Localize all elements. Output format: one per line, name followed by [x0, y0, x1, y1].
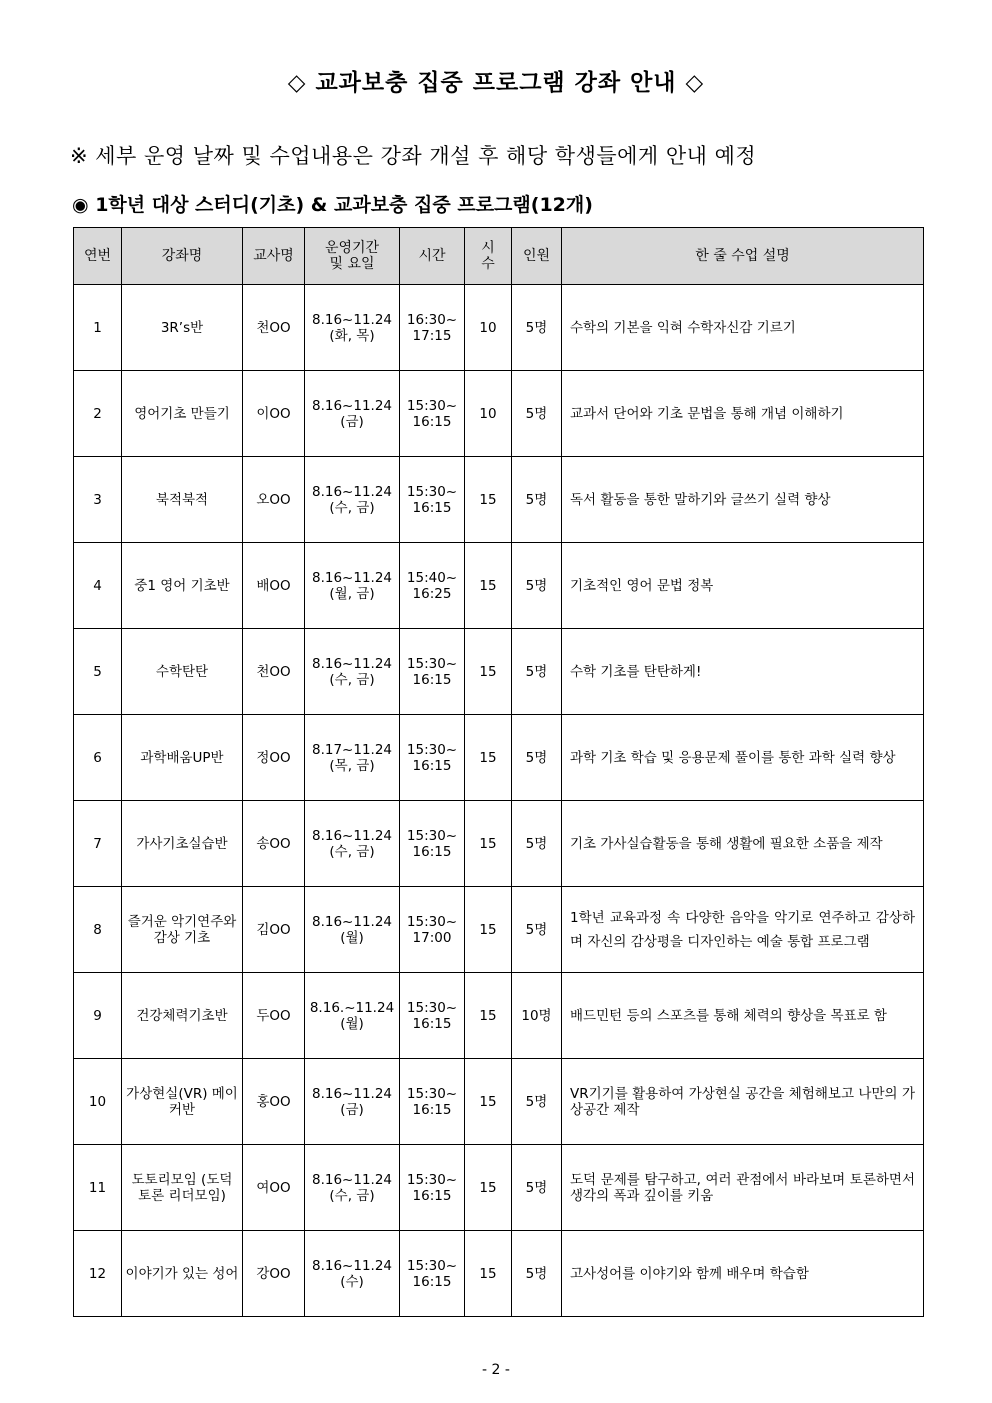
teacher-name: 송OO: [243, 801, 305, 887]
period-cell-line2: (월): [340, 1015, 364, 1032]
hours-cell: 10: [465, 285, 512, 371]
course-name: 북적북적: [122, 457, 243, 543]
time-cell-line2: 16:15: [412, 1187, 452, 1204]
header-no: 연번: [74, 228, 122, 285]
period-cell-line1: 8.16~11.24: [311, 311, 393, 328]
time-cell-line1: 15:30~: [406, 655, 458, 672]
table-row: [74, 629, 924, 715]
hours-cell: 15: [465, 543, 512, 629]
period-cell: [305, 1059, 400, 1145]
period-cell-line2: (수, 금): [329, 499, 375, 516]
header-course: 강좌명: [122, 228, 243, 285]
description-cell: 1학년 교육과정 속 다양한 음악을 악기로 연주하고 감상하며 자신의 감상평을 디자인하는 예술 통합 프로그램: [562, 887, 924, 973]
teacher-name: 여OO: [243, 1145, 305, 1231]
time-cell: [400, 371, 465, 457]
notice-text: ※ 세부 운영 날짜 및 수업내용은 강좌 개설 후 해당 학생들에게 안내 예정: [70, 144, 757, 168]
row-number: 10: [74, 1059, 122, 1145]
header-period-line2: 및 요일: [329, 256, 375, 272]
course-name: 수학탄탄: [122, 629, 243, 715]
period-cell-line2: (화, 목): [329, 327, 375, 344]
table-row: [74, 543, 924, 629]
course-name: 영어기초 만들기: [122, 371, 243, 457]
row-number: 1: [74, 285, 122, 371]
time-cell-line2: 16:15: [412, 1101, 452, 1118]
table-header-row: [74, 228, 924, 285]
count-cell: 5명: [512, 457, 562, 543]
time-cell-line2: 16:15: [412, 499, 452, 516]
description-cell: 독서 활동을 통한 말하기와 글쓰기 실력 향상: [562, 457, 924, 543]
period-cell-line2: (금): [340, 413, 364, 430]
course-name: 도토리모임 (도덕 토론 리더모임): [122, 1145, 243, 1231]
table-row: [74, 1145, 924, 1231]
period-cell-line1: 8.16~11.24: [311, 655, 393, 672]
period-cell-line1: 8.16~11.24: [311, 1085, 393, 1102]
time-cell-line1: 15:30~: [406, 827, 458, 844]
row-number: 11: [74, 1145, 122, 1231]
count-cell: 5명: [512, 543, 562, 629]
period-cell-line1: 8.16~11.24: [311, 397, 393, 414]
period-cell: [305, 1231, 400, 1317]
hours-cell: 15: [465, 973, 512, 1059]
header-hours-line2: 수: [481, 256, 495, 272]
description-cell: 도덕 문제를 탐구하고, 여러 관점에서 바라보며 토론하면서 생각의 폭과 깊이를 키움: [562, 1145, 924, 1231]
description-cell: VR기기를 활용하여 가상현실 공간을 체험해보고 나만의 가상공간 제작: [562, 1059, 924, 1145]
description-cell: 교과서 단어와 기초 문법을 통해 개념 이해하기: [562, 371, 924, 457]
teacher-name: 정OO: [243, 715, 305, 801]
count-cell: 5명: [512, 629, 562, 715]
program-table: [73, 227, 924, 1317]
time-cell-line1: 15:30~: [406, 1257, 458, 1274]
row-number: 5: [74, 629, 122, 715]
period-cell: [305, 887, 400, 973]
hours-cell: 15: [465, 1059, 512, 1145]
period-cell: [305, 715, 400, 801]
row-number: 8: [74, 887, 122, 973]
hours-cell: 15: [465, 887, 512, 973]
hours-cell: 15: [465, 629, 512, 715]
hours-cell: 15: [465, 801, 512, 887]
period-cell: [305, 629, 400, 715]
period-cell-line1: 8.16~11.24: [311, 569, 393, 586]
period-cell-line2: (수, 금): [329, 1187, 375, 1204]
teacher-name: 홍OO: [243, 1059, 305, 1145]
time-cell-line1: 15:40~: [406, 569, 458, 586]
period-cell: [305, 543, 400, 629]
header-teacher: 교사명: [243, 228, 305, 285]
count-cell: 5명: [512, 715, 562, 801]
header-time: 시간: [400, 228, 465, 285]
count-cell: 5명: [512, 887, 562, 973]
period-cell-line1: 8.16~11.24: [311, 827, 393, 844]
course-name: 가상현실(VR) 메이커반: [122, 1059, 243, 1145]
teacher-name: 강OO: [243, 1231, 305, 1317]
hours-cell: 15: [465, 457, 512, 543]
count-cell: 5명: [512, 801, 562, 887]
header-hours: [465, 228, 512, 285]
period-cell-line2: (금): [340, 1101, 364, 1118]
row-number: 2: [74, 371, 122, 457]
period-cell-line1: 8.16~11.24: [311, 1257, 393, 1274]
table-row: [74, 1231, 924, 1317]
hours-cell: 15: [465, 1145, 512, 1231]
time-cell-line1: 15:30~: [406, 1171, 458, 1188]
period-cell-line1: 8.16~11.24: [311, 483, 393, 500]
course-name: 건강체력기초반: [122, 973, 243, 1059]
teacher-name: 배OO: [243, 543, 305, 629]
time-cell-line2: 16:15: [412, 413, 452, 430]
period-cell: [305, 973, 400, 1059]
count-cell: 10명: [512, 973, 562, 1059]
description-cell: 기초적인 영어 문법 정복: [562, 543, 924, 629]
table-row: [74, 715, 924, 801]
hours-cell: 15: [465, 715, 512, 801]
header-hours-line1: 시: [481, 240, 495, 256]
row-number: 3: [74, 457, 122, 543]
period-cell-line2: (월): [340, 929, 364, 946]
table-row: [74, 285, 924, 371]
row-number: 9: [74, 973, 122, 1059]
period-cell: [305, 285, 400, 371]
period-cell-line1: 8.16~11.24: [311, 1171, 393, 1188]
table-row: [74, 973, 924, 1059]
teacher-name: 두OO: [243, 973, 305, 1059]
time-cell: [400, 543, 465, 629]
count-cell: 5명: [512, 1231, 562, 1317]
row-number: 7: [74, 801, 122, 887]
period-cell-line1: 8.17~11.24: [311, 741, 393, 758]
page-number: - 2 -: [482, 1362, 510, 1378]
teacher-name: 천OO: [243, 629, 305, 715]
row-number: 12: [74, 1231, 122, 1317]
time-cell-line1: 15:30~: [406, 913, 458, 930]
count-cell: 5명: [512, 1145, 562, 1231]
period-cell-line2: (수, 금): [329, 671, 375, 688]
table-body: [74, 285, 924, 1317]
count-cell: 5명: [512, 1059, 562, 1145]
count-cell: 5명: [512, 285, 562, 371]
period-cell: [305, 801, 400, 887]
time-cell: [400, 715, 465, 801]
section-title: ◉ 1학년 대상 스터디(기초) & 교과보충 집중 프로그램(12개): [72, 194, 593, 216]
teacher-name: 천OO: [243, 285, 305, 371]
period-cell: [305, 371, 400, 457]
description-cell: 배드민턴 등의 스포츠를 통해 체력의 향상을 목표로 함: [562, 973, 924, 1059]
time-cell-line2: 16:15: [412, 757, 452, 774]
time-cell-line2: 16:15: [412, 1273, 452, 1290]
time-cell-line1: 15:30~: [406, 1085, 458, 1102]
period-cell: [305, 457, 400, 543]
course-name: 3R’s반: [122, 285, 243, 371]
time-cell-line2: 16:15: [412, 843, 452, 860]
time-cell-line2: 16:15: [412, 671, 452, 688]
period-cell-line2: (수, 금): [329, 843, 375, 860]
header-period: [305, 228, 400, 285]
course-name: 과학배움UP반: [122, 715, 243, 801]
period-cell-line1: 8.16~11.24: [311, 913, 393, 930]
time-cell: [400, 801, 465, 887]
course-name: 중1 영어 기초반: [122, 543, 243, 629]
description-cell: 수학 기초를 탄탄하게!: [562, 629, 924, 715]
teacher-name: 오OO: [243, 457, 305, 543]
time-cell: [400, 457, 465, 543]
row-number: 6: [74, 715, 122, 801]
period-cell-line2: (수): [340, 1273, 364, 1290]
header-count: 인원: [512, 228, 562, 285]
time-cell-line1: 15:30~: [406, 741, 458, 758]
header-desc: 한 줄 수업 설명: [562, 228, 924, 285]
description-cell: 기초 가사실습활동을 통해 생활에 필요한 소품을 제작: [562, 801, 924, 887]
hours-cell: 10: [465, 371, 512, 457]
time-cell-line1: 16:30~: [406, 311, 458, 328]
time-cell-line1: 15:30~: [406, 999, 458, 1016]
period-cell: [305, 1145, 400, 1231]
page-title: ◇ 교과보충 집중 프로그램 강좌 안내 ◇: [287, 70, 705, 96]
time-cell-line2: 16:15: [412, 1015, 452, 1032]
time-cell: [400, 1231, 465, 1317]
time-cell: [400, 887, 465, 973]
time-cell: [400, 1145, 465, 1231]
header-period-line1: 운영기간: [324, 240, 380, 256]
table-row: [74, 371, 924, 457]
time-cell-line2: 17:15: [412, 327, 452, 344]
time-cell: [400, 629, 465, 715]
table-row: [74, 457, 924, 543]
period-cell-line2: (월, 금): [329, 585, 375, 602]
description-cell: 고사성어를 이야기와 함께 배우며 학습함: [562, 1231, 924, 1317]
period-cell-line2: (목, 금): [329, 757, 375, 774]
course-name: 이야기가 있는 성어: [122, 1231, 243, 1317]
description-cell: 수학의 기본을 익혀 수학자신감 기르기: [562, 285, 924, 371]
course-name: 가사기초실습반: [122, 801, 243, 887]
table-row: [74, 1059, 924, 1145]
description-cell: 과학 기초 학습 및 응용문제 풀이를 통한 과학 실력 향상: [562, 715, 924, 801]
time-cell: [400, 973, 465, 1059]
period-cell-line1: 8.16.~11.24: [309, 999, 395, 1016]
course-name: 즐거운 악기연주와 감상 기초: [122, 887, 243, 973]
teacher-name: 김OO: [243, 887, 305, 973]
time-cell-line1: 15:30~: [406, 397, 458, 414]
time-cell-line2: 16:25: [412, 585, 452, 602]
time-cell-line2: 17:00: [412, 929, 452, 946]
count-cell: 5명: [512, 371, 562, 457]
time-cell: [400, 285, 465, 371]
table-row: [74, 801, 924, 887]
teacher-name: 이OO: [243, 371, 305, 457]
row-number: 4: [74, 543, 122, 629]
time-cell: [400, 1059, 465, 1145]
table-row: [74, 887, 924, 973]
hours-cell: 15: [465, 1231, 512, 1317]
time-cell-line1: 15:30~: [406, 483, 458, 500]
